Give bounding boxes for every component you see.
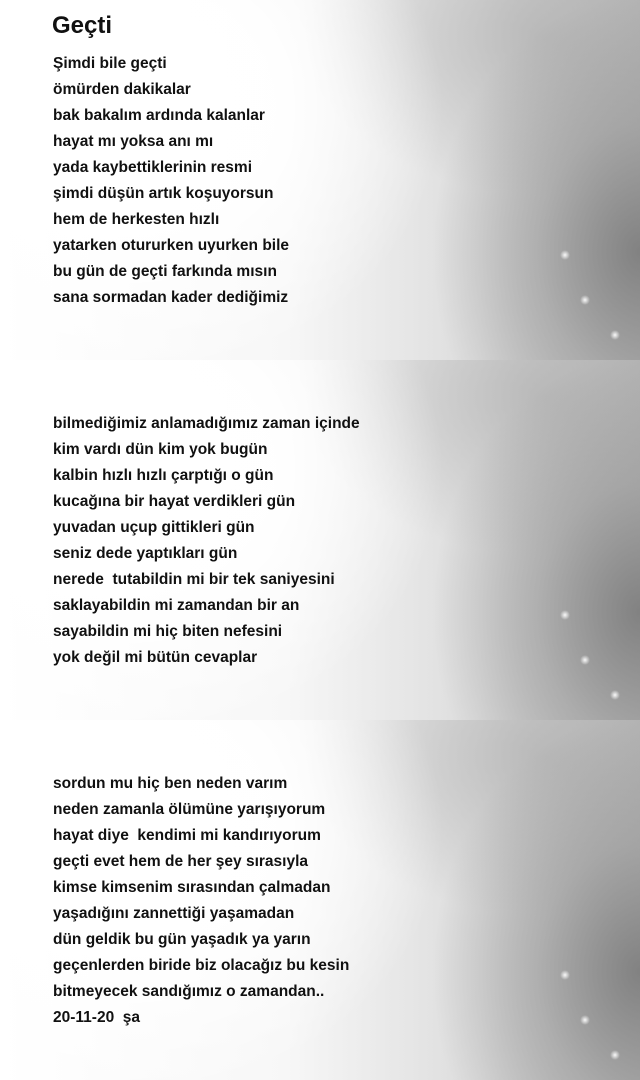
stanza-2 (53, 411, 360, 671)
background-panel-1 (0, 0, 640, 360)
sparkle-decoration (610, 690, 620, 700)
background-panel-3 (0, 720, 640, 1080)
sparkle-decoration (610, 330, 620, 340)
poem-line: nerede tutabildin mi bir tek saniyesini (53, 571, 335, 588)
poem-line: dün geldik bu gün yaşadık ya yarın (53, 931, 311, 948)
poem-line: hayat diye kendimi mi kandırıyorum (53, 827, 321, 844)
poem-line: kucağına bir hayat verdikleri gün (53, 493, 296, 510)
poem-line: kim vardı dün kim yok bugün (53, 441, 268, 458)
poem-title: Geçti (52, 12, 113, 39)
sparkle-decoration (580, 1015, 590, 1025)
poem-line: bitmeyecek sandığımız o zamandan.. (53, 983, 325, 1000)
poem-line: yuvadan uçup gittikleri gün (53, 519, 255, 536)
sparkle-decoration (610, 1050, 620, 1060)
sparkle-decoration (580, 655, 590, 665)
poem-line: hayat mı yoksa anı mı (53, 133, 214, 150)
poem-line: kimse kimsenim sırasından çalmadan (53, 879, 331, 896)
poem-line: bilmediğimiz anlamadığımız zaman içinde (53, 415, 360, 432)
stanza-3 (53, 771, 349, 1031)
background-panel-2 (0, 360, 640, 720)
poem-line: yatarken otururken uyurken bile (53, 237, 290, 254)
stanza-1 (53, 51, 289, 311)
sparkle-decoration (560, 610, 570, 620)
poem-line: sana sormadan kader dediğimiz (53, 289, 289, 306)
poem-line: sayabildin mi hiç biten nefesini (53, 623, 283, 640)
poem-line: yaşadığını zannettiği yaşamadan (53, 905, 295, 922)
poem-line: sordun mu hiç ben neden varım (53, 775, 288, 792)
poem-line: saklayabildin mi zamandan bir an (53, 597, 300, 614)
sparkle-decoration (580, 295, 590, 305)
poem-line: geçenlerden biride biz olacağız bu kesin (53, 957, 350, 974)
poem-line: geçti evet hem de her şey sırasıyla (53, 853, 309, 870)
poem-line: Şimdi bile geçti (53, 55, 167, 72)
poem-line: neden zamanla ölümüne yarışıyorum (53, 801, 326, 818)
sparkle-decoration (560, 970, 570, 980)
poem-line: ömürden dakikalar (53, 81, 191, 98)
poem-line: bu gün de geçti farkında mısın (53, 263, 277, 280)
poem-line: bak bakalım ardında kalanlar (53, 107, 265, 124)
sparkle-decoration (560, 250, 570, 260)
poem-line: hem de herkesten hızlı (53, 211, 220, 228)
poem-line: şimdi düşün artık koşuyorsun (53, 185, 274, 202)
poem-line: yok değil mi bütün cevaplar (53, 649, 258, 666)
poem-line: seniz dede yaptıkları gün (53, 545, 238, 562)
poem-line: kalbin hızlı hızlı çarptığı o gün (53, 467, 274, 484)
poem-line: yada kaybettiklerinin resmi (53, 159, 253, 176)
poem-signature: 20-11-20 şa (53, 1009, 141, 1026)
